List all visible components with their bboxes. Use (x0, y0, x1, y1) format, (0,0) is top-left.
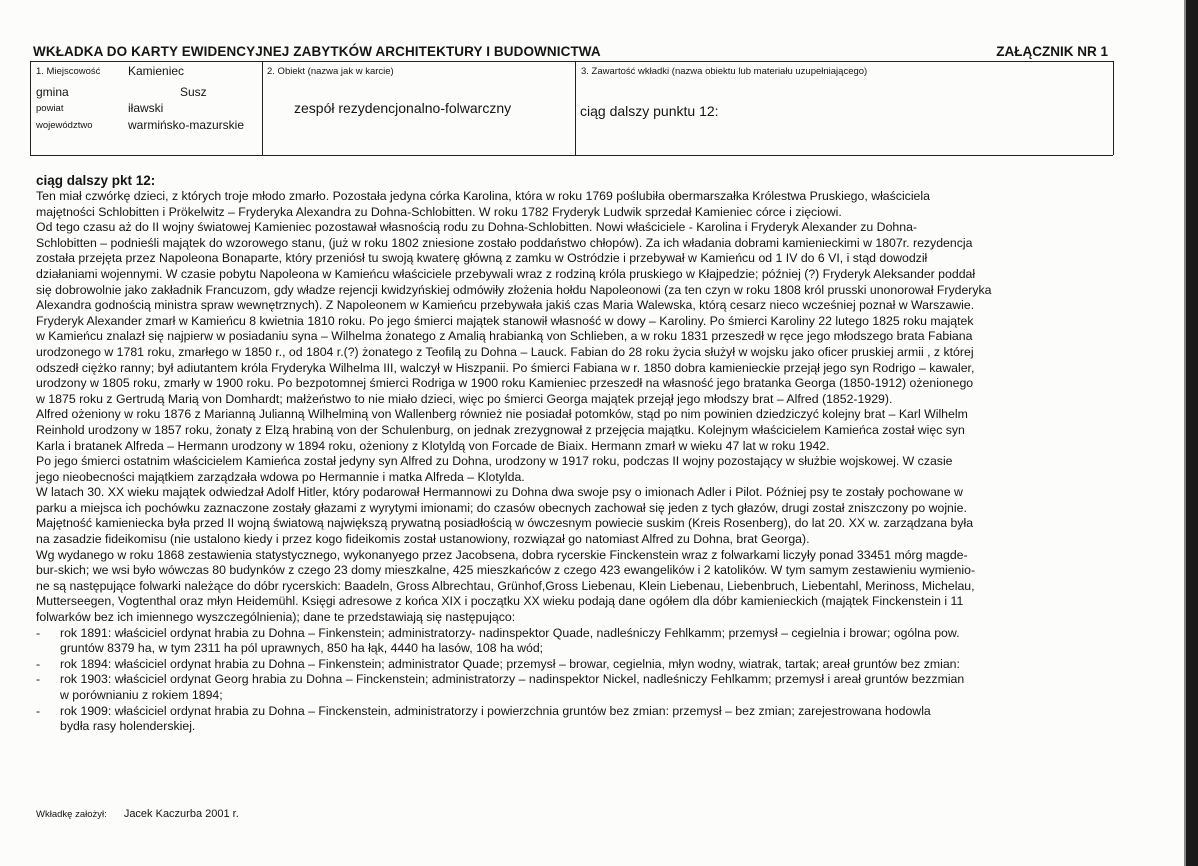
list-item-text: rok 1909: właściciel ordynat hrabia zu Dohna – Finckenstein, administratorzy i powierzchnia gruntów bez zmian: przemysł – bez zmian; zarejestrowana hodowla (60, 703, 931, 718)
grid-line-bottom (30, 155, 1113, 156)
location-label: 1. Miejscowość (36, 66, 101, 77)
text-line: jego nieobecności majątkiem zarządzała wdowa po Hermannie i matka Alfreda – Klotylda. (36, 469, 525, 484)
text-line: działaniami wojennymi. W czasie pobytu Napoleona w Kamieńcu właściciele przebywali wraz z rodziną króla pruskiego w Kłajpedzie; później (?) Fryderyk Aleksander poddał (36, 266, 976, 281)
list-item-continuation (36, 719, 1116, 735)
text-line: Schlobitten – podnieśli majątek do wzorowego stanu, (już w roku 1802 zniesione zostało poddaństwo chłopów). Za ich władania dobrami kamienieckimi w 1807r. rezydencja (36, 235, 973, 250)
text-line: folwarków bez ich imiennego wyszczególnienia); dane te przedstawiają się następująco: (36, 610, 516, 625)
location-value: Kamieniec (128, 64, 185, 78)
list-item-text: rok 1894: właściciel ordynat hrabia zu Dohna – Finkenstein; administrator Quade; przemysł – browar, cegielnia, młyn wodny, wiatrak, tartak; areał gruntów bez zmian: (60, 656, 960, 671)
text-line: została przejęta przez Napoleona Bonaparte, który przeniósł tu swoją kwaterę główną z zamku w Ostródzie i przebywał w Kamieńcu od 1 IV do 6 VI, i stąd dowodził (36, 251, 928, 266)
list-item-text: gruntów 8379 ha, w tym 2311 ha pól uprawnych, 850 ha łąk, 4440 ha lasów, 108 ha wód; (60, 641, 544, 656)
text-line: na zasadzie fideikomisu (nie ustalono kiedy i przez kogo fideikomis został ustanowiony, rozwiązał go natomiast Alfred zu Dohna, brat Georga). (36, 532, 810, 547)
list-item-continuation (36, 688, 1116, 704)
grid-line-col2 (575, 61, 576, 155)
object-value: zespół rezydencjonalno-folwarczny (294, 100, 512, 116)
text-line: Wg wydanego w roku 1868 zestawienia statystycznego, wykonanyego przez Jacobsena, dobra rycerskie Finckenstein wraz z folwarkami liczyły ponad 33451 mórg magde- (36, 547, 968, 562)
text-line: Karla i bratanek Alfreda – Hermann urodzony w 1894 roku, ożeniony z Klotyldą von Forcade de Biaix. Hermann zmarł w wieku 47 lat w roku 1942. (36, 438, 830, 453)
continuation-text (36, 173, 1116, 735)
text-line: W latach 30. XX wieku majątek odwiedzał Adolf Hitler, który podarował Hermannowi zu Dohna dwa swoje psy o imionach Adler i Pilot. Później psy te zostały pochowane w (36, 485, 963, 500)
text-line: urodzony w 1805 roku, zmarły w 1900 roku. Po bezpotomnej śmierci Rodriga w 1900 roku Kamieniec przeszedł na własność jego bratanka Georga (1850-1912) ożenionego (36, 376, 974, 391)
list-item-continuation (36, 641, 1116, 657)
text-line: w 1875 roku z Gertrudą Marią von Domhardt; małżeństwo to nie miało dzieci, więc po śmierci Georga majątek przejął jego młodszy brat – Alfred (1852-1929). (36, 391, 893, 406)
text-line: odszedł ciężko ranny; był adiutantem króla Fryderyka Wilhelma III, walczył w Hiszpanii. Po śmierci Fabiana w r. 1850 dobra kamienieckie przejął jego syn Rodrigo – kawaler, (36, 360, 975, 375)
text-line: Reinhold urodzony w 1857 roku, żonaty z Elzą hrabiną von der Schulenburg, on jednak zrezygnował z przejęcia majątku. Kolejnym właścicielem Kamieńca został więc syn (36, 422, 965, 437)
text-line: Ten miał czwórkę dzieci, z których troje młodo zmarło. Pozostała jedyna córka Karolina, która w roku 1769 poślubiła obermarszałka Królestwa Pruskiego, właściciela (36, 189, 930, 203)
footer (36, 808, 239, 820)
powiat-value: iławski (128, 101, 164, 115)
form-title: WKŁADKA DO KARTY EWIDENCYJNEJ ZABYTKÓW ARCHITEKTURY I BUDOWNICTWA (33, 44, 601, 59)
list-item: - rok 1891: właściciel ordynat hrabia zu Dohna – Finkenstein; administratorzy- nadinspektor Quade, nadleśniczy Fehlkamm; przemysł – cegielnia i browar; ogólna pow. (36, 625, 960, 640)
powiat-label: powiat (36, 103, 64, 114)
annex-number: ZAŁĄCZNIK NR 1 (996, 44, 1108, 59)
text-line: się dobrowolnie jako zakładnik Francuzom, gdy władze rejencji kwidzyńskiej odmówiły złożenia hołdu Napoleonowi (za ten czyn w roku 1808 król prusski unonorował Fryderyka (36, 282, 992, 297)
text-line: Fryderyk Alexander zmarł w Kamieńcu 8 kwietnia 1810 roku. Po jego śmierci majątek stanowił własność w dowy – Karoliny. Po śmierci Karoliny 22 lutego 1825 roku majątek (36, 313, 974, 328)
list-item-text: bydła rasy holenderskiej. (60, 719, 196, 734)
list-item-text: rok 1903: właściciel ordynat Georg hrabia zu Dohna – Finckenstein; administratorzy – nadinspektor Nickel, nadleśniczy Fehlkamm; przemysł i areał gruntów bezzmian (60, 672, 965, 687)
text-line: parku a miejsca ich pochówku zaznaczone zostały głazami z wyrytymi imionami; do czasów obecnych zachował się jeden z tych głazów, drugi został zniszczony po wojnie. (36, 500, 967, 515)
grid-line-right (1113, 61, 1114, 155)
voivodeship-label: województwo (36, 120, 93, 131)
text-line: w Kamieńcu znalazł się najpierw w posiadaniu syna – Wilhelma żonatego z Amalią hrabianką von Schlieben, a w roku 1831 przeszedł w ręce jego młodszego brata Fabiana (36, 329, 973, 344)
content-value: ciąg dalszy punktu 12: (580, 103, 719, 119)
text-line: Od tego czasu aż do II wojny światowej Kamieniec pozostawał własnością rodu zu Dohna-Schlobitten. Nowi właściciele - Karolina i Fryderyk Alexander zu Dohna- (36, 220, 918, 235)
author-label: Wkładkę założył: (36, 809, 107, 820)
object-label: 2. Obiekt (nazwa jak w karcie) (267, 66, 394, 77)
content-label: 3. Zawartość wkładki (nazwa obiektu lub materiału uzupełniającego) (581, 66, 868, 77)
text-line: Alexandra godnością ministra spraw wewnętrznych). Z Napoleonem w Kamieńcu przebywała jakiś czas Maria Walewska, którą cesarz nieco wcześniej poznał w Warszawie. (36, 298, 975, 313)
voivodeship-value: warmińsko-mazurskie (128, 118, 245, 132)
gmina-value: Susz (180, 85, 207, 99)
list-item-text: w porównianiu z rokiem 1894; (60, 688, 223, 702)
text-line: bur-skich; we wsi było wówczas 80 budynków z czego 23 domy mieszkalne, 425 mieszkańców z czego 423 ewangelików i 2 katolików. W tym samym zestawieniu wymienio- (36, 563, 976, 578)
text-line: ne są następujące folwarki należące do dóbr rycerskich: Baadeln, Gross Albrechtau, Grünhof,Gross Liebenau, Klein Liebenau, Liebenbruch, Liebentahl, Merinoss, Michelau, (36, 578, 975, 593)
text-line: Mutterseegen, Vogtenthal oraz młyn Heidemühl. Księgi adresowe z końca XIX i początku XX wieku podają dane ogółem dla dóbr kamienieckich (majątek Finckenstein i 11 (36, 594, 964, 609)
list-item: - rok 1909: właściciel ordynat hrabia zu Dohna – Finckenstein, administratorzy i powierzchnia gruntów bez zmian: przemysł – bez zmian; zarejestrowana hodowla (36, 703, 931, 718)
continuation-heading: ciąg dalszy pkt 12: (36, 173, 156, 188)
grid-line-top (30, 61, 1113, 62)
grid-line-left (30, 61, 31, 155)
text-line: Alfred ożeniony w roku 1876 z Marianną Julianną Wilhelminą von Wallenberg również nie posiadał potomków, stąd po nim powinien dziedziczyć kolejny brat – Karl Wilhelm (36, 407, 968, 422)
list-item-text: rok 1891: właściciel ordynat hrabia zu Dohna – Finkenstein; administratorzy- nadinspektor Quade, nadleśniczy Fehlkamm; przemysł – cegielnia i browar; ogólna pow. (60, 625, 960, 640)
scan-edge (1186, 0, 1198, 866)
list-item: - rok 1894: właściciel ordynat hrabia zu Dohna – Finkenstein; administrator Quade; przemysł – browar, cegielnia, młyn wodny, wiatrak, tartak; areał gruntów bez zmian: (36, 656, 960, 671)
list-item: - rok 1903: właściciel ordynat Georg hrabia zu Dohna – Finckenstein; administratorzy – nadinspektor Nickel, nadleśniczy Fehlkamm; przemysł i areał gruntów bezzmian (36, 672, 965, 687)
text-line: Majętność kamieniecka była przed II wojną światową największą prywatną posiadłością w ówczesnym powiecie suskim (Kreis Rosenberg), do lat 20. XX w. zarządzana była (36, 516, 974, 531)
text-line: urodzonego w 1781 roku, zmarłego w 1850 r., od 1804 r.(?) żonatego z Teofilą zu Dohna – Lauck. Fabian do 28 roku życia służył w wojsku jako oficer pruskiej armii , z której (36, 344, 974, 359)
gmina-label: gmina (36, 85, 69, 99)
text-line: majętności Schlobitten i Prökelwitz – Fryderyka Alexandra zu Dohna-Schlobitten. W roku 1782 Fryderyk Ludwik sprzedał Kamieniec córce i zięciowi. (36, 204, 842, 219)
author-value: Jacek Kaczurba 2001 r. (123, 808, 239, 820)
text-line: Po jego śmierci ostatnim właścicielem Kamieńca został jedyny syn Alfred zu Dohna, urodzony w 1917 roku, podczas II wojny pozostający w służbie wojskowej. W czasie (36, 454, 953, 469)
grid-line-col1 (262, 61, 263, 155)
